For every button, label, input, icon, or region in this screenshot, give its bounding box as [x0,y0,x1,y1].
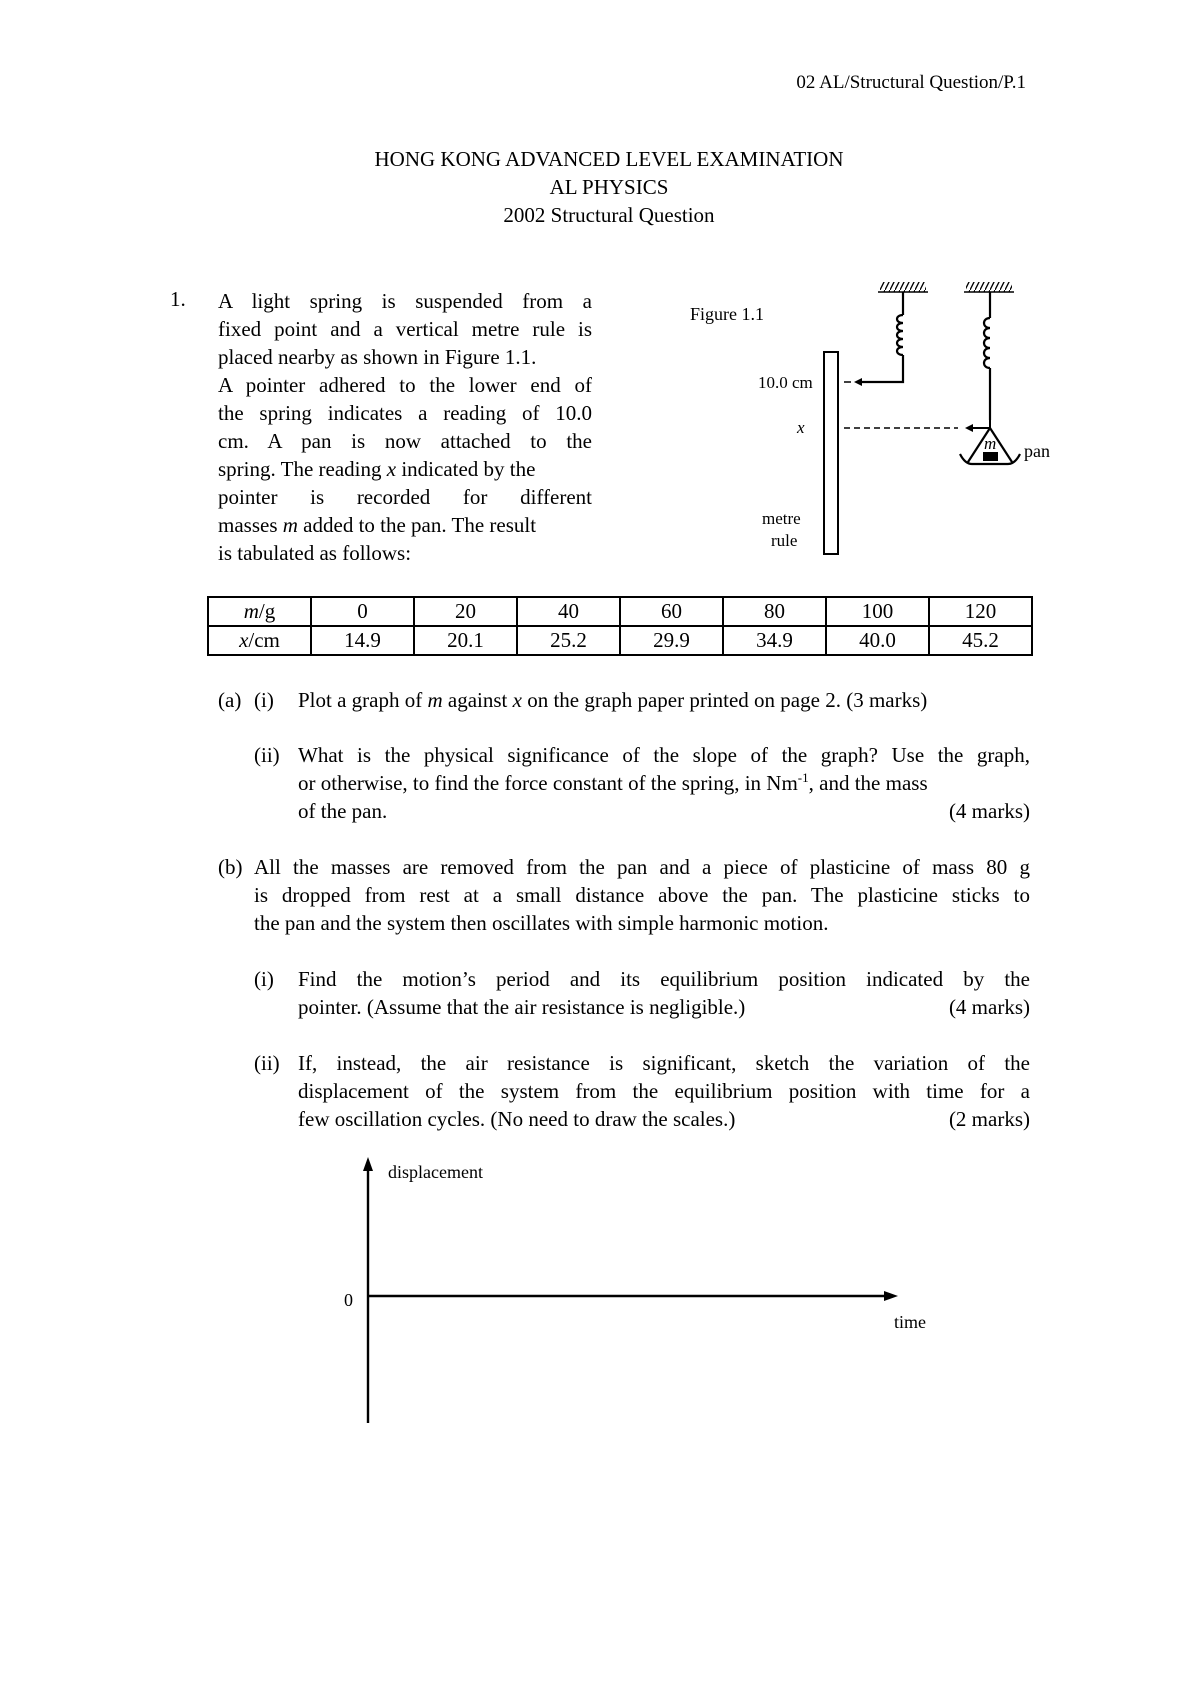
table-row-x [208,626,1032,655]
intro-line-5: the spring indicates a reading of 10.0 [218,401,592,425]
part-b-ii-line3: few oscillation cycles. (No need to draw the scales.) (2 marks) [298,1105,1030,1134]
variable-x: x [386,457,397,481]
part-b-line1: All the masses are removed from the pan and a piece of plasticine of mass 80 g [254,855,1030,879]
table-cell: 100 [826,597,929,626]
metre-rule [824,352,838,554]
part-b-i-line2: pointer. (Assume that the air resistance is negligible.) (4 marks) [298,993,1030,1022]
table-row-m [208,597,1032,626]
intro-line-2: fixed point and a vertical metre rule is [218,317,592,341]
reading-label: 10.0 cm [758,373,813,392]
part-a-label: (a) [218,688,242,712]
table-cell: 0 [311,597,414,626]
subject-title: AL PHYSICS [549,175,669,199]
table-cell: 40 [517,597,620,626]
part-b-i-line1: Find the motion’s period and its equilibrium position indicated by the [298,967,1030,991]
sketch-axes [330,1155,930,1435]
table-cell: 20.1 [414,626,517,655]
figure-spring-diagram [680,270,1080,570]
title-block [0,145,1200,229]
mass-label: m [984,434,997,453]
paper-title: 2002 Structural Question [503,203,715,227]
intro-line-8: pointer is recorded for different [218,485,592,509]
intro-line-3: placed nearby as shown in Figure 1.1. [218,345,537,369]
intro-text: indicated by the [396,457,536,481]
x-axis-arrow [884,1291,898,1301]
x-label: x [797,418,805,437]
part-a-ii-line2: or otherwise, to find the force constant of the spring, in $Nm^{-1}$, and the mass [298,770,928,795]
table-cell: 80 [723,597,826,626]
table-cell: 120 [929,597,1032,626]
ceiling-hatch-left [880,282,926,292]
intro-text: added to the pan. The result [297,513,537,537]
x-axis-label: time [894,1312,926,1332]
part-b-ii-marks: (2 marks) [948,1107,1030,1131]
intro-line-10: is tabulated as follows: [218,541,412,565]
part-a-ii-line1: What is the physical significance of the slope of the graph? Use the graph, [298,743,1030,767]
part-a-ii-line3: of the pan. (4 marks) [298,797,1030,826]
variable-m: m [282,513,298,537]
part-b-line3: the pan and the system then oscillates with simple harmonic motion. [254,911,829,935]
part-b-line2: is dropped from rest at a small distance above the pan. The plasticine sticks to [254,883,1030,907]
y-axis-arrow [363,1157,373,1171]
table-cell: 40.0 [826,626,929,655]
origin-label: 0 [344,1290,353,1310]
table-cell: 25.2 [517,626,620,655]
page-reference: 02 AL/Structural Question/P.1 [796,72,1026,93]
part-a-ii-marks: (4 marks) [948,799,1030,823]
intro-text: spring. The reading [218,457,387,481]
table-cell: 20 [414,597,517,626]
table-cell: 29.9 [620,626,723,655]
pointer-arrow-left [854,378,862,386]
part-b-ii-line1: If, instead, the air resistance is significant, sketch the variation of the [298,1051,1030,1075]
figure-caption: Figure 1.1 [690,304,764,324]
table-cell: 45.2 [929,626,1032,655]
table-header-x: x/cm [208,626,311,655]
exam-title: HONG KONG ADVANCED LEVEL EXAMINATION [374,147,844,171]
spring-left [862,292,903,382]
intro-line-6: cm. A pan is now attached to the [218,429,592,453]
table-header-m: m/g [208,597,311,626]
pan-label: pan [1024,441,1050,461]
spring-right [984,292,990,420]
intro-line-1: A light spring is suspended from a [218,289,592,313]
part-a-i-label: (i) [254,688,274,712]
part-b-label: (b) [218,855,243,879]
intro-text: masses [218,513,283,537]
y-axis-label: displacement [388,1162,483,1182]
table-cell: 14.9 [311,626,414,655]
table-cell: 34.9 [723,626,826,655]
pointer-arrow-right [965,424,973,432]
part-b-i-marks: (4 marks) [948,995,1030,1019]
intro-line-7 [218,455,592,483]
data-table [207,596,1033,656]
part-a-ii-label: (ii) [254,743,280,767]
part-b-ii-label: (ii) [254,1051,280,1075]
part-a-i-marks: (3 marks) [846,688,928,712]
table-cell: 60 [620,597,723,626]
intro-line-4: A pointer adhered to the lower end of [218,373,592,397]
question-number: 1. [170,287,186,311]
rule-label-1: metre [762,509,801,528]
part-b-ii-line2: displacement of the system from the equilibrium position with time for a [298,1079,1030,1103]
part-b-i-label: (i) [254,967,274,991]
intro-line-9 [218,511,592,539]
mass-block [983,452,998,461]
ceiling-hatch-right [966,282,1012,292]
part-a-i-text: Plot a graph of m against x on the graph paper printed on page 2. (3 marks) [298,688,928,712]
rule-label-2: rule [771,531,798,550]
